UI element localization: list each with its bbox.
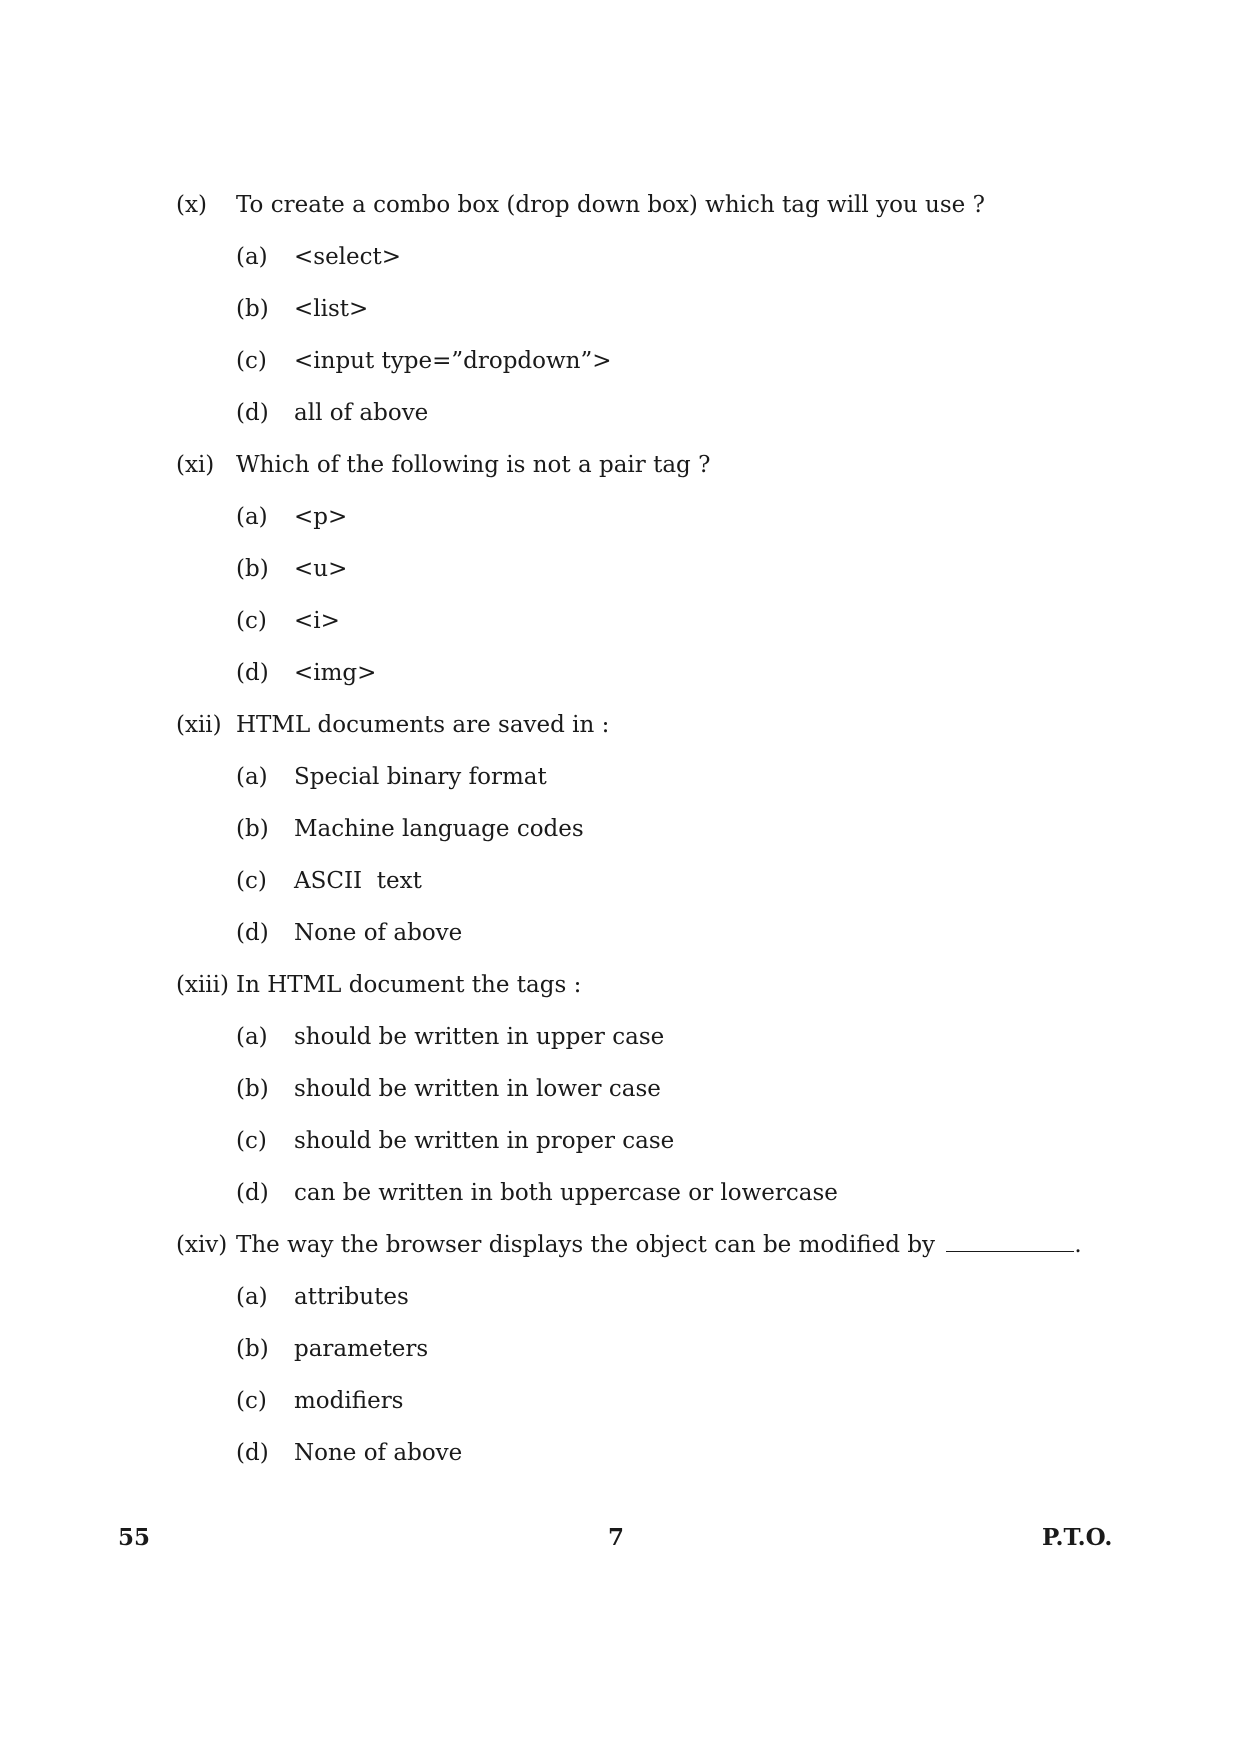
option-b — [176, 554, 1096, 606]
question-line — [176, 710, 1096, 762]
option-d — [176, 1178, 1096, 1230]
option-text: <input type=”dropdown”> — [294, 348, 612, 374]
option-a — [176, 762, 1096, 814]
option-c — [176, 346, 1096, 398]
option-letter: (d) — [236, 1180, 269, 1206]
option-c — [176, 1386, 1096, 1438]
question-text: HTML documents are saved in : — [236, 712, 610, 738]
page-number: 7 — [608, 1524, 625, 1551]
option-text: should be written in lower case — [294, 1076, 661, 1102]
question-text: Which of the following is not a pair tag ? — [236, 452, 711, 478]
option-letter: (b) — [236, 556, 269, 582]
option-b — [176, 814, 1096, 866]
option-d — [176, 918, 1096, 970]
question-line — [176, 190, 1096, 242]
answer-blank — [946, 1231, 1074, 1252]
pto-label: P.T.O. — [1042, 1524, 1113, 1551]
option-letter: (a) — [236, 1284, 268, 1310]
question-number: (xii) — [176, 712, 222, 738]
option-letter: (c) — [236, 608, 267, 634]
question-xiii — [176, 970, 1096, 1230]
option-text: should be written in upper case — [294, 1024, 665, 1050]
option-text: Machine language codes — [294, 816, 584, 842]
option-text: all of above — [294, 400, 429, 426]
option-d — [176, 1438, 1096, 1490]
option-text: ASCII text — [294, 868, 422, 894]
question-number: (xiii) — [176, 972, 229, 998]
question-text: To create a combo box (drop down box) which tag will you use ? — [236, 192, 985, 218]
question-line — [176, 1230, 1096, 1282]
option-list — [176, 1022, 1096, 1230]
option-letter: (c) — [236, 868, 267, 894]
option-d — [176, 398, 1096, 450]
option-letter: (b) — [236, 1336, 269, 1362]
option-text: should be written in proper case — [294, 1128, 675, 1154]
option-b — [176, 1074, 1096, 1126]
option-text: can be written in both uppercase or lowercase — [294, 1180, 838, 1206]
option-b — [176, 294, 1096, 346]
option-text: attributes — [294, 1284, 409, 1310]
option-letter: (b) — [236, 816, 269, 842]
option-list — [176, 762, 1096, 970]
option-text: <img> — [294, 660, 377, 686]
question-text-wrapper — [236, 1230, 1082, 1260]
option-text: None of above — [294, 920, 463, 946]
option-text: <u> — [294, 556, 348, 582]
question-text: In HTML document the tags : — [236, 972, 582, 998]
option-text: parameters — [294, 1336, 429, 1362]
option-letter: (a) — [236, 244, 268, 270]
option-text: Special binary format — [294, 764, 547, 790]
question-text: The way the browser displays the object can be modified by — [236, 1232, 936, 1258]
option-letter: (d) — [236, 400, 269, 426]
option-text: <i> — [294, 608, 340, 634]
question-line — [176, 450, 1096, 502]
option-letter: (a) — [236, 764, 268, 790]
option-c — [176, 606, 1096, 658]
option-letter: (d) — [236, 920, 269, 946]
option-a — [176, 1022, 1096, 1074]
question-xii — [176, 710, 1096, 970]
option-text: modifiers — [294, 1388, 404, 1414]
option-text: <select> — [294, 244, 402, 270]
option-letter: (a) — [236, 1024, 268, 1050]
question-number: (xiv) — [176, 1232, 228, 1258]
option-a — [176, 1282, 1096, 1334]
question-number: (x) — [176, 192, 207, 218]
option-list — [176, 242, 1096, 450]
question-number: (xi) — [176, 452, 215, 478]
option-letter: (b) — [236, 1076, 269, 1102]
option-text: <list> — [294, 296, 369, 322]
option-a — [176, 502, 1096, 554]
question-text-suffix: . — [1074, 1232, 1082, 1258]
option-text: None of above — [294, 1440, 463, 1466]
option-letter: (c) — [236, 1388, 267, 1414]
question-xiv — [176, 1230, 1096, 1490]
question-list — [176, 190, 1096, 1490]
question-x — [176, 190, 1096, 450]
option-text: <p> — [294, 504, 348, 530]
option-d — [176, 658, 1096, 710]
option-list — [176, 1282, 1096, 1490]
option-c — [176, 1126, 1096, 1178]
option-letter: (b) — [236, 296, 269, 322]
option-c — [176, 866, 1096, 918]
option-a — [176, 242, 1096, 294]
option-letter: (d) — [236, 660, 269, 686]
option-list — [176, 502, 1096, 710]
option-letter: (c) — [236, 1128, 267, 1154]
option-letter: (a) — [236, 504, 268, 530]
option-letter: (c) — [236, 348, 267, 374]
option-b — [176, 1334, 1096, 1386]
question-line — [176, 970, 1096, 1022]
paper-code: 55 — [118, 1524, 151, 1551]
question-xi — [176, 450, 1096, 710]
option-letter: (d) — [236, 1440, 269, 1466]
